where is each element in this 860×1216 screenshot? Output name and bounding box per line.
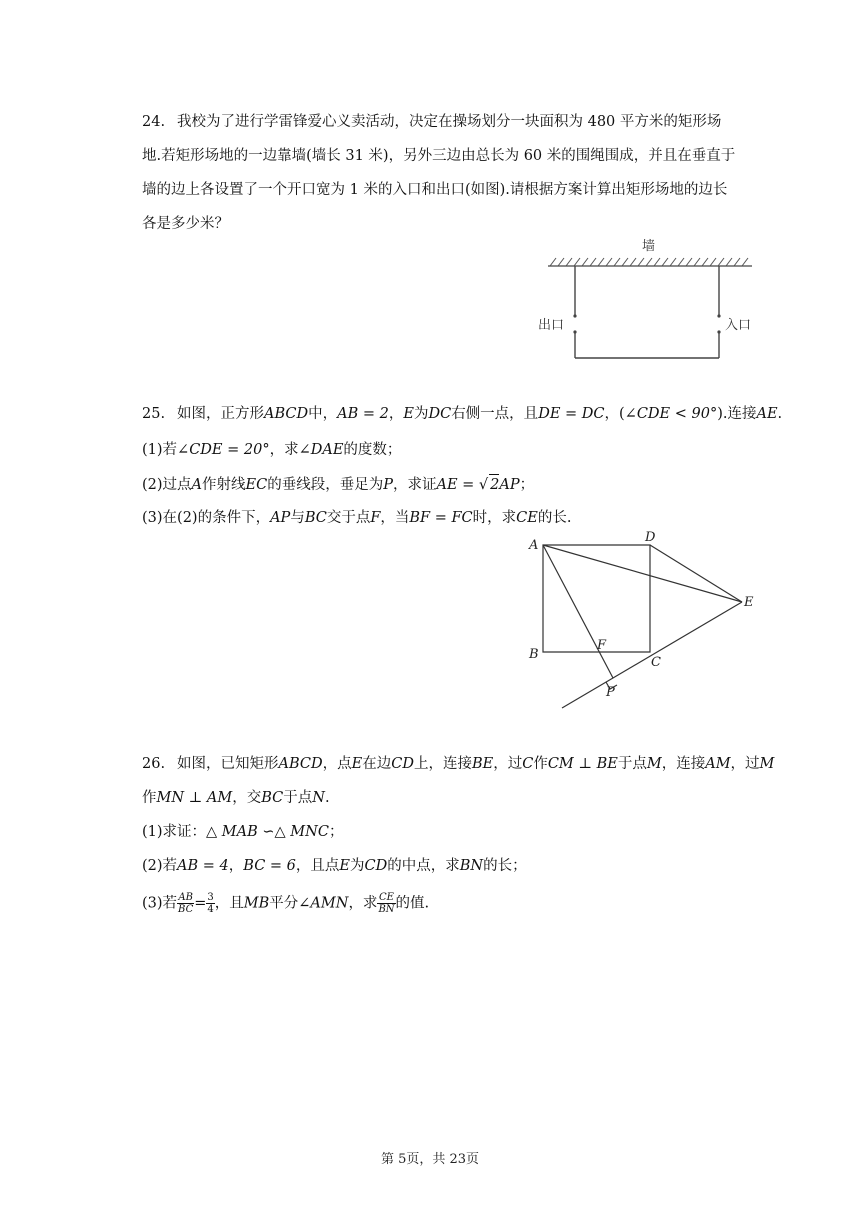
- q25-part-2: (2)过点A作射线EC的垂线段，垂足为P，求证AE = √ 2AP；: [142, 474, 534, 495]
- label-d: D: [645, 530, 656, 545]
- q25-part-3: (3)在(2)的条件下，AP与BC交于点F，当BF = FC时，求CE的长.: [142, 510, 572, 526]
- label-a: A: [529, 538, 539, 553]
- entrance-dot-bottom: [717, 330, 720, 333]
- sqrt-symbol: √: [478, 477, 489, 493]
- q25-number: 25.: [142, 406, 166, 422]
- label-c: C: [651, 655, 661, 670]
- q24-figure: [530, 232, 760, 367]
- exit-label: 出口: [538, 318, 565, 333]
- q24-line-3: 墙的边上各设置了一个开口宽为 1 米的入口和出口(如图).请根据方案计算出矩形场地的边长: [142, 182, 728, 198]
- label-e: E: [744, 595, 754, 610]
- fraction-ab-bc: $\frac{AB}{BC}$: [178, 892, 194, 915]
- q24-number: 24.: [142, 114, 166, 130]
- q26-part-2: (2)若AB = 4，BC = 6，且点E为CD的中点，求BN的长；: [142, 858, 527, 874]
- segment-ae: [543, 545, 742, 602]
- exit-dot-top: [573, 314, 576, 317]
- exit-dot-bottom: [573, 330, 576, 333]
- q26-line-1: 26. 如图，已知矩形ABCD，点E在边CD上，连接BE，过C作CM ⊥ BE于点M，连接AM，过M: [142, 756, 775, 772]
- entrance-dot-top: [717, 314, 720, 317]
- label-p: P: [606, 685, 615, 700]
- segment-ap: [543, 545, 613, 678]
- q25-figure: [520, 528, 770, 714]
- label-b: B: [529, 647, 539, 662]
- rope-fence: [575, 266, 719, 358]
- page-footer: 第 5页，共 23页: [380, 1152, 480, 1167]
- q25-part-1: (1)若∠CDE = 20°，求∠DAE的度数；: [142, 442, 402, 458]
- wall-label: 墙: [642, 239, 656, 254]
- entrance-label: 入口: [725, 318, 752, 333]
- wall-hatching: [550, 258, 748, 266]
- fraction-ce-bn: $\frac{CE}{BN}$: [378, 892, 395, 915]
- q25-line-1: 25. 如图，正方形ABCD中，AB = 2，E为DC右侧一点，且DE = DC，(∠CDE < 90°).连接AE.: [142, 406, 783, 422]
- q24-line-1: 24. 我校为了进行学雷锋爱心义卖活动，决定在操场划分一块面积为 480 平方米的矩形场: [142, 114, 722, 130]
- q26-part-3: (3)若 $\frac{AB}{BC}$ = $\frac{3}{4}$ ，且MB平分∠AMN，求 $\frac{CE}{BN}$ 的值.: [142, 892, 430, 915]
- square-abcd: [543, 545, 650, 652]
- label-f: F: [597, 638, 607, 653]
- q26-number: 26.: [142, 756, 166, 772]
- q26-part-1: (1)求证：△ MAB ∽△ MNC；: [142, 824, 344, 840]
- q24-line-2: 地.若矩形场地的一边靠墙(墙长 31 米)，另外三边由总长为 60 米的围绳围成，并且在垂直于: [142, 148, 736, 164]
- fraction-3-4: $\frac{3}{4}$: [207, 892, 214, 915]
- segment-de: [650, 545, 742, 602]
- q26-line-2: 作MN ⊥ AM，交BC于点N.: [142, 790, 330, 806]
- q24-line-4: 各是多少米？: [142, 216, 229, 232]
